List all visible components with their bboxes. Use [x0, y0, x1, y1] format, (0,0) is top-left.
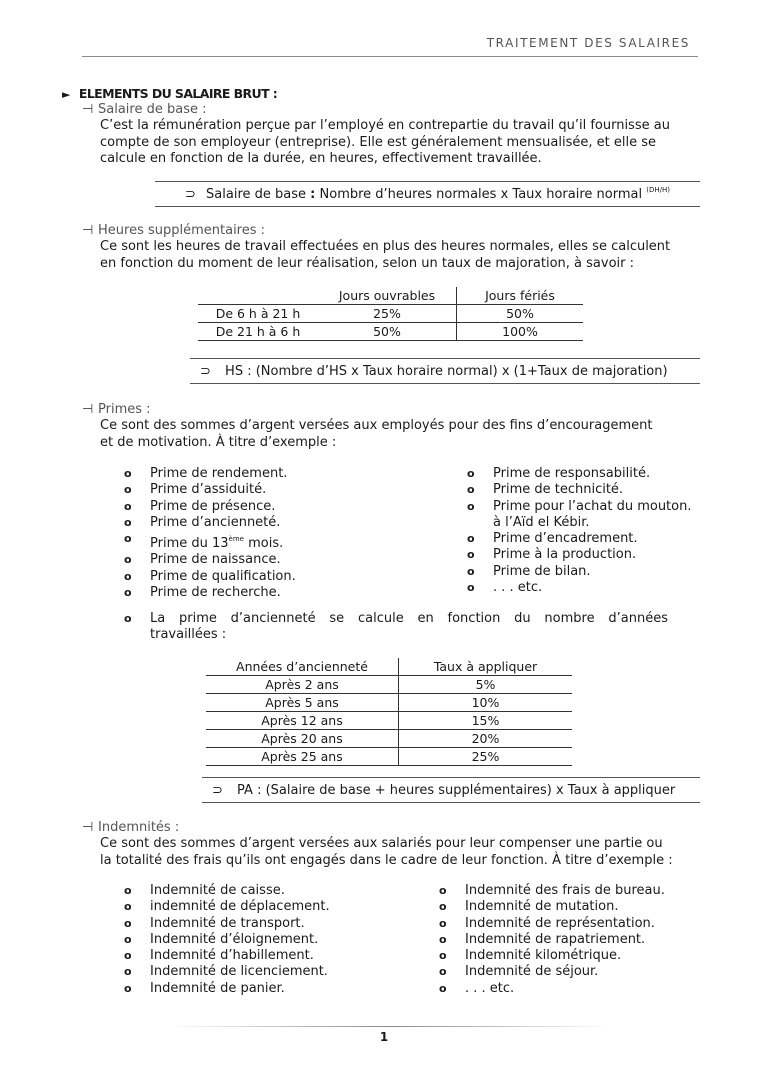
- text-line: Ce sont les heures de travail effectuées en plus des heures normales, elles se calculent: [100, 239, 671, 254]
- table-cell: 5%: [399, 676, 573, 694]
- table-cell: 50%: [318, 323, 457, 341]
- formula-top-rule: [155, 181, 700, 182]
- list-item: o Prime d’ancienneté.: [124, 514, 281, 530]
- bullet-mark-icon: ⊣: [82, 102, 94, 117]
- formula-arrow-icon: ⊃: [185, 187, 196, 202]
- indemnites-right-list: [437, 883, 707, 997]
- primes-heading-text: Primes :: [98, 402, 151, 417]
- table-cell: De 6 h à 21 h: [198, 305, 318, 323]
- list-item: o Prime de bilan.: [467, 563, 591, 579]
- table-header-cell: Années d’ancienneté: [206, 658, 399, 676]
- heures-sup-formula: [200, 364, 668, 379]
- circle-bullet-icon: o: [467, 581, 475, 595]
- list-item-continuation: à l’Aïd el Kébir.: [493, 514, 590, 530]
- heures-sup-paragraph: [100, 239, 697, 272]
- circle-bullet-icon: o: [467, 532, 475, 546]
- list-item: o Indemnité de panier.: [124, 980, 285, 996]
- indemnites-paragraph: [100, 836, 697, 869]
- list-item: o . . . etc.: [439, 980, 515, 996]
- table-row: [206, 712, 572, 730]
- formula-text: PA : (Salaire de base + heures supplémentaires) x Taux à appliquer: [237, 783, 676, 798]
- list-item: [122, 611, 668, 627]
- list-item: o Indemnité de séjour.: [439, 964, 599, 980]
- salaire-base-heading: [82, 102, 206, 117]
- list-item: o Indemnité de mutation.: [439, 899, 619, 915]
- formula-unit: (DH/H): [646, 186, 670, 194]
- page-number: 1: [379, 1030, 389, 1044]
- circle-bullet-icon: o: [124, 900, 132, 914]
- list-item-continuation: [122, 627, 668, 643]
- circle-bullet-icon: o: [124, 515, 132, 529]
- circle-bullet-icon: o: [439, 916, 447, 930]
- bullet-mark-icon: ⊣: [82, 223, 94, 238]
- salaire-base-heading-text: Salaire de base :: [98, 102, 207, 117]
- table-cell: 10%: [399, 694, 573, 712]
- table-header-row: [206, 658, 572, 676]
- circle-bullet-icon: o: [124, 884, 132, 897]
- list-item: o Indemnité des frais de bureau.: [439, 883, 665, 898]
- circle-bullet-icon: o: [467, 499, 475, 513]
- list-item: o Prime à la production.: [467, 547, 637, 563]
- list-item: o Prime du 13ème mois.: [124, 532, 284, 552]
- list-item: o Prime de naissance.: [124, 552, 281, 568]
- list-item: o Prime d’encadrement.: [467, 531, 638, 547]
- primes-left-list: [122, 466, 442, 601]
- table-header-row: [198, 287, 583, 305]
- list-item: o Prime pour l’achat du mouton.: [467, 498, 692, 514]
- text-line: La prime d’ancienneté se calcule en fonction du nombre d’années: [150, 611, 668, 626]
- table-row: [198, 305, 583, 323]
- heures-sup-heading: [82, 223, 265, 238]
- circle-bullet-icon: o: [124, 612, 132, 625]
- circle-bullet-icon: o: [124, 532, 132, 546]
- formula-bottom-rule: [202, 802, 700, 803]
- circle-bullet-icon: o: [467, 564, 475, 578]
- circle-bullet-icon: o: [467, 483, 475, 497]
- formula-label: Salaire de base: [206, 187, 307, 202]
- heures-sup-heading-text: Heures supplémentaires :: [98, 223, 266, 238]
- circle-bullet-icon: o: [439, 981, 447, 995]
- table-cell: 25%: [399, 748, 573, 766]
- anciennete-formula: [212, 783, 675, 798]
- text-line: C’est la rémunération perçue par l’employé en contrepartie du travail qu’il fournisse au: [100, 118, 670, 133]
- section-marker-icon: ►: [62, 88, 70, 101]
- formula-arrow-icon: ⊃: [212, 783, 223, 798]
- table-cell: De 21 h à 6 h: [198, 323, 318, 341]
- circle-bullet-icon: o: [467, 467, 475, 480]
- formula-body: Nombre d’heures normales x Taux horaire normal: [319, 187, 643, 202]
- table-row: [198, 323, 583, 341]
- primes-heading: [82, 402, 151, 417]
- circle-bullet-icon: o: [124, 499, 132, 513]
- list-item: o Prime de présence.: [124, 498, 276, 514]
- table-header-cell: Taux à appliquer: [399, 658, 573, 676]
- circle-bullet-icon: o: [124, 965, 132, 979]
- indemnites-left-list: [122, 883, 422, 997]
- list-item: o Indemnité de caisse.: [124, 883, 285, 898]
- list-item: o Indemnité kilométrique.: [439, 948, 622, 964]
- list-item: o Prime de responsabilité.: [467, 466, 651, 481]
- table-header-cell: Jours fériés: [485, 288, 555, 303]
- formula-bottom-rule: [190, 383, 700, 384]
- circle-bullet-icon: o: [124, 916, 132, 930]
- circle-bullet-icon: o: [124, 586, 132, 600]
- list-item: o indemnité de déplacement.: [124, 899, 330, 915]
- table-row: [206, 676, 572, 694]
- superscript: ème: [228, 535, 244, 544]
- indemnites-heading-text: Indemnités :: [98, 820, 180, 835]
- circle-bullet-icon: o: [124, 467, 132, 480]
- circle-bullet-icon: o: [439, 884, 447, 897]
- list-item: o Prime de technicité.: [467, 482, 624, 498]
- primes-right-list: [465, 466, 710, 596]
- table-cell: 20%: [399, 730, 573, 748]
- anciennete-table: [206, 658, 572, 766]
- formula-text: HS : (Nombre d’HS x Taux horaire normal) x (1+Taux de majoration): [225, 364, 668, 379]
- table-cell: 25%: [318, 305, 457, 323]
- formula-colon: :: [310, 187, 316, 202]
- salaire-base-formula: [185, 186, 670, 202]
- table-row: [206, 748, 572, 766]
- table-row: [206, 730, 572, 748]
- list-item: o Prime de qualification.: [124, 568, 296, 584]
- salaire-base-paragraph: [100, 118, 697, 168]
- list-item: o Indemnité de rapatriement.: [439, 931, 646, 947]
- table-cell: Après 20 ans: [206, 730, 399, 748]
- formula-top-rule: [190, 358, 700, 359]
- table-cell: 50%: [457, 305, 584, 323]
- circle-bullet-icon: o: [439, 900, 447, 914]
- text-line: Ce sont des sommes d’argent versées aux salariés pour leur compenser une partie ou: [100, 836, 663, 851]
- section-title: [62, 86, 277, 101]
- circle-bullet-icon: o: [124, 981, 132, 995]
- text-line: la totalité des frais qu’ils ont engagés dans le cadre de leur fonction. À titre d’exemple :: [100, 852, 673, 868]
- table-row: [206, 694, 572, 712]
- list-item: o Indemnité de licenciement.: [124, 964, 328, 980]
- list-item: o Prime de rendement.: [124, 466, 288, 481]
- indemnites-heading: [82, 820, 179, 835]
- primes-paragraph: [100, 418, 697, 451]
- footer-rule: [170, 1026, 610, 1027]
- circle-bullet-icon: o: [124, 932, 132, 946]
- section-title-text: ELEMENTS DU SALAIRE BRUT :: [78, 86, 278, 101]
- text-line: et de motivation. À titre d’exemple :: [100, 434, 337, 450]
- list-item: o Prime de recherche.: [124, 585, 281, 601]
- circle-bullet-icon: o: [124, 569, 132, 583]
- circle-bullet-icon: o: [467, 548, 475, 562]
- text-line: calcule en fonction de la durée, en heures, effectivement travaillée.: [100, 151, 542, 166]
- table-cell: 15%: [399, 712, 573, 730]
- text-line: en fonction du moment de leur réalisation, selon un taux de majoration, à savoir :: [100, 255, 635, 271]
- formula-bottom-rule: [155, 206, 700, 207]
- list-item: o Indemnité de représentation.: [439, 915, 655, 931]
- list-item: o Indemnité d’habillement.: [124, 948, 314, 964]
- circle-bullet-icon: o: [439, 965, 447, 979]
- table-cell: Après 2 ans: [206, 676, 399, 694]
- formula-top-rule: [202, 777, 700, 778]
- list-item: o . . . etc.: [467, 580, 543, 596]
- table-cell: Après 25 ans: [206, 748, 399, 766]
- list-item: o Prime d’assiduité.: [124, 482, 267, 498]
- table-cell: 100%: [457, 323, 584, 341]
- formula-arrow-icon: ⊃: [200, 364, 211, 379]
- bullet-mark-icon: ⊣: [82, 820, 94, 835]
- text-line: travaillées :: [150, 627, 227, 643]
- table-header-cell: [198, 287, 318, 305]
- table-cell: Après 5 ans: [206, 694, 399, 712]
- list-item: o Indemnité d’éloignement.: [124, 931, 319, 947]
- header-rule: [82, 56, 698, 57]
- list-item: o Indemnité de transport.: [124, 915, 305, 931]
- circle-bullet-icon: o: [439, 949, 447, 963]
- circle-bullet-icon: o: [124, 483, 132, 497]
- text-line: Ce sont des sommes d’argent versées aux employés pour des fins d’encouragement: [100, 418, 653, 433]
- anciennete-note: [122, 611, 668, 644]
- circle-bullet-icon: o: [124, 949, 132, 963]
- heures-sup-table: [198, 287, 583, 341]
- text-line: compte de son employeur (entreprise). Elle est généralement mensualisée, et elle se: [100, 134, 656, 150]
- circle-bullet-icon: o: [439, 932, 447, 946]
- document-header-title: TRAITEMENT DES SALAIRES: [486, 36, 690, 50]
- table-cell: Après 12 ans: [206, 712, 399, 730]
- bullet-mark-icon: ⊣: [82, 402, 94, 417]
- table-header-cell: Jours ouvrables: [318, 287, 457, 305]
- circle-bullet-icon: o: [124, 553, 132, 567]
